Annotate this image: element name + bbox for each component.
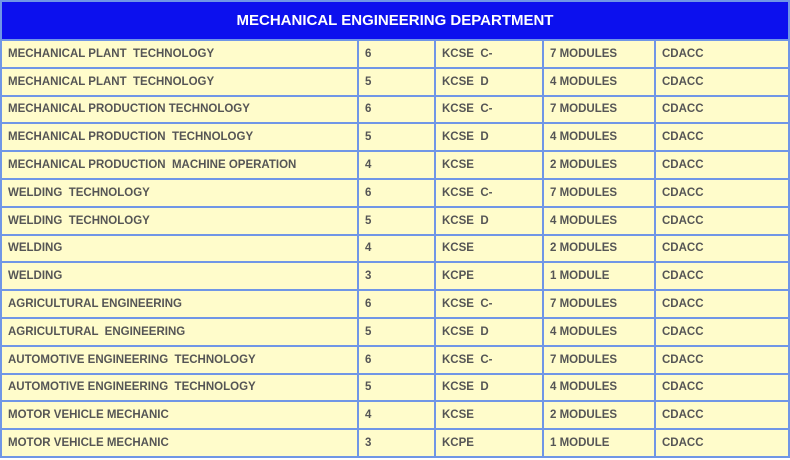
level-cell: 5 bbox=[359, 124, 434, 150]
examiner-cell: CDACC bbox=[656, 430, 788, 456]
level-cell: 3 bbox=[359, 430, 434, 456]
modules-cell: 2 MODULES bbox=[544, 402, 654, 428]
table-row bbox=[2, 236, 788, 262]
examiner-cell: CDACC bbox=[656, 208, 788, 234]
entry-requirement-cell: KCSE C- bbox=[436, 291, 542, 317]
examiner-cell: CDACC bbox=[656, 402, 788, 428]
entry-requirement-cell: KCSE C- bbox=[436, 97, 542, 123]
examiner-cell: CDACC bbox=[656, 41, 788, 67]
table-row bbox=[2, 152, 788, 178]
course-name-cell: AUTOMOTIVE ENGINEERING TECHNOLOGY bbox=[2, 375, 357, 401]
examiner-cell: CDACC bbox=[656, 69, 788, 95]
table-row bbox=[2, 375, 788, 401]
modules-cell: 4 MODULES bbox=[544, 124, 654, 150]
modules-cell: 7 MODULES bbox=[544, 180, 654, 206]
table-row bbox=[2, 124, 788, 150]
entry-requirement-cell: KCSE D bbox=[436, 375, 542, 401]
table-row bbox=[2, 41, 788, 67]
entry-requirement-cell: KCSE C- bbox=[436, 41, 542, 67]
entry-requirement-cell: KCSE bbox=[436, 402, 542, 428]
modules-cell: 7 MODULES bbox=[544, 97, 654, 123]
table-row bbox=[2, 263, 788, 289]
course-name-cell: MOTOR VEHICLE MECHANIC bbox=[2, 430, 357, 456]
entry-requirement-cell: KCPE bbox=[436, 430, 542, 456]
entry-requirement-cell: KCSE D bbox=[436, 124, 542, 150]
course-name-cell: AGRICULTURAL ENGINEERING bbox=[2, 291, 357, 317]
entry-requirement-cell: KCSE bbox=[436, 152, 542, 178]
table-row bbox=[2, 291, 788, 317]
level-cell: 4 bbox=[359, 152, 434, 178]
level-cell: 4 bbox=[359, 236, 434, 262]
modules-cell: 7 MODULES bbox=[544, 347, 654, 373]
course-name-cell: MECHANICAL PLANT TECHNOLOGY bbox=[2, 41, 357, 67]
level-cell: 3 bbox=[359, 263, 434, 289]
level-cell: 5 bbox=[359, 69, 434, 95]
course-name-cell: WELDING TECHNOLOGY bbox=[2, 208, 357, 234]
level-cell: 5 bbox=[359, 375, 434, 401]
examiner-cell: CDACC bbox=[656, 124, 788, 150]
examiner-cell: CDACC bbox=[656, 97, 788, 123]
course-name-cell: MECHANICAL PRODUCTION TECHNOLOGY bbox=[2, 97, 357, 123]
course-name-cell: WELDING TECHNOLOGY bbox=[2, 180, 357, 206]
modules-cell: 1 MODULE bbox=[544, 430, 654, 456]
examiner-cell: CDACC bbox=[656, 180, 788, 206]
level-cell: 6 bbox=[359, 347, 434, 373]
entry-requirement-cell: KCSE C- bbox=[436, 180, 542, 206]
entry-requirement-cell: KCSE D bbox=[436, 319, 542, 345]
course-name-cell: AUTOMOTIVE ENGINEERING TECHNOLOGY bbox=[2, 347, 357, 373]
examiner-cell: CDACC bbox=[656, 236, 788, 262]
modules-cell: 4 MODULES bbox=[544, 375, 654, 401]
table-row bbox=[2, 208, 788, 234]
course-name-cell: MECHANICAL PRODUCTION MACHINE OPERATION bbox=[2, 152, 357, 178]
modules-cell: 2 MODULES bbox=[544, 152, 654, 178]
modules-cell: 4 MODULES bbox=[544, 69, 654, 95]
modules-cell: 1 MODULE bbox=[544, 263, 654, 289]
table-row bbox=[2, 97, 788, 123]
table-row bbox=[2, 180, 788, 206]
level-cell: 4 bbox=[359, 402, 434, 428]
examiner-cell: CDACC bbox=[656, 347, 788, 373]
level-cell: 6 bbox=[359, 291, 434, 317]
level-cell: 6 bbox=[359, 180, 434, 206]
course-name-cell: MECHANICAL PRODUCTION TECHNOLOGY bbox=[2, 124, 357, 150]
entry-requirement-cell: KCSE bbox=[436, 236, 542, 262]
modules-cell: 7 MODULES bbox=[544, 291, 654, 317]
course-name-cell: WELDING bbox=[2, 263, 357, 289]
course-name-cell: WELDING bbox=[2, 236, 357, 262]
level-cell: 6 bbox=[359, 41, 434, 67]
table-row bbox=[2, 69, 788, 95]
modules-cell: 4 MODULES bbox=[544, 208, 654, 234]
table-row bbox=[2, 430, 788, 456]
table-row bbox=[2, 347, 788, 373]
course-name-cell: MECHANICAL PLANT TECHNOLOGY bbox=[2, 69, 357, 95]
level-cell: 5 bbox=[359, 208, 434, 234]
entry-requirement-cell: KCSE C- bbox=[436, 347, 542, 373]
course-name-cell: MOTOR VEHICLE MECHANIC bbox=[2, 402, 357, 428]
course-name-cell: AGRICULTURAL ENGINEERING bbox=[2, 319, 357, 345]
examiner-cell: CDACC bbox=[656, 291, 788, 317]
examiner-cell: CDACC bbox=[656, 152, 788, 178]
table-row bbox=[2, 319, 788, 345]
entry-requirement-cell: KCSE D bbox=[436, 208, 542, 234]
level-cell: 5 bbox=[359, 319, 434, 345]
examiner-cell: CDACC bbox=[656, 319, 788, 345]
table-row bbox=[2, 402, 788, 428]
examiner-cell: CDACC bbox=[656, 375, 788, 401]
modules-cell: 7 MODULES bbox=[544, 41, 654, 67]
entry-requirement-cell: KCSE D bbox=[436, 69, 542, 95]
modules-cell: 2 MODULES bbox=[544, 236, 654, 262]
department-title: MECHANICAL ENGINEERING DEPARTMENT bbox=[2, 2, 788, 39]
modules-cell: 4 MODULES bbox=[544, 319, 654, 345]
entry-requirement-cell: KCPE bbox=[436, 263, 542, 289]
examiner-cell: CDACC bbox=[656, 263, 788, 289]
level-cell: 6 bbox=[359, 97, 434, 123]
